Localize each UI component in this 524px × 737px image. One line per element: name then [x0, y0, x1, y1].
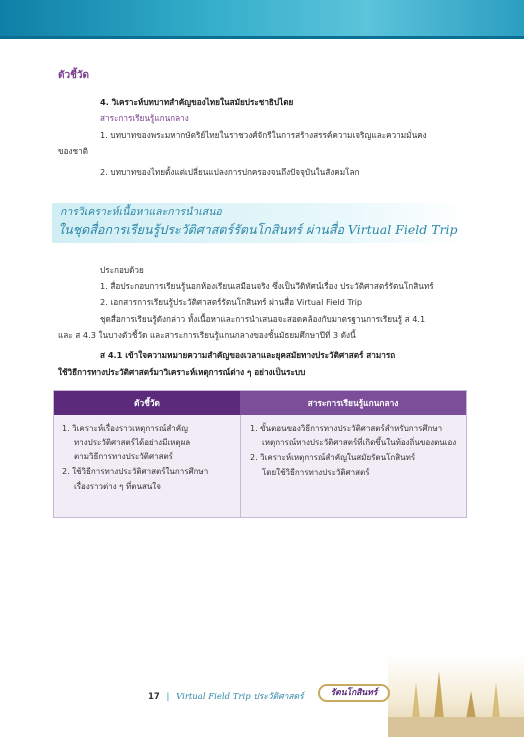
- table-cell-left-1-line3: ตามวิธีการทางประวัติศาสตร์: [74, 452, 173, 461]
- indicator-item-4: 4. วิเคราะห์บทบาทสำคัญของไทยในสมัยประชาธิปไตย: [100, 97, 294, 107]
- banner-title-line1: การวิเคราะห์เนื้อหาและการนำเสนอ: [60, 206, 222, 218]
- temple-spire-right: [466, 691, 476, 719]
- core-item-2: 2. บทบาทของไทยตั้งแต่เปลี่ยนแปลงการปกครองจนถึงปัจจุบันในสังคมโลก: [100, 167, 360, 177]
- table-cell-left-2-line1: 2. ใช้วิธีการทางประวัติศาสตร์ในการศึกษา: [62, 467, 209, 476]
- footer-separator: |: [166, 692, 170, 702]
- table-cell-left-2-line2: เรื่องราวต่าง ๆ ที่ตนสนใจ: [74, 482, 161, 491]
- body-paragraph-line2: และ ส 4.3 ในบางตัวชี้วัด และสาระการเรียนรู้แกนกลางของชั้นมัธยมศึกษาปีที่ 3 ดังนี้: [58, 330, 356, 340]
- table-cell-right-2-line2: โดยใช้วิธีการทางประวัติศาสตร์: [262, 468, 370, 477]
- table-cell-right-2-line1: 2. วิเคราะห์เหตุการณ์สำคัญในสมัยรัตนโกสินทร์: [250, 453, 416, 462]
- indicator-table: [53, 390, 467, 518]
- core-item-1-line1: 1. บทบาทของพระมหากษัตริย์ไทยในราชวงศ์จักรีในการสร้างสรรค์ความเจริญและความมั่นคง: [100, 130, 427, 140]
- table-header-core-content: สาระการเรียนรู้แกนกลาง: [240, 391, 466, 415]
- header-band: [0, 0, 524, 36]
- core-content-title: สาระการเรียนรู้แกนกลาง: [100, 113, 189, 123]
- page-number: 17: [148, 692, 160, 702]
- footer-caption: [148, 689, 304, 703]
- standard-line2: ใช้วิธีการทางประวัติศาสตร์มาวิเคราะห์เหตุการณ์ต่าง ๆ อย่างเป็นระบบ: [58, 367, 306, 377]
- banner-title-line2: ในชุดสื่อการเรียนรู้ประวัติศาสตร์รัตนโกสินทร์ ผ่านสื่อ Virtual Field Trip: [58, 222, 458, 237]
- body-item-1: 1. สื่อประกอบการเรียนรู้นอกห้องเรียนเสมือนจริง ซึ่งเป็นวีดิทัศน์เรื่อง ประวัติศาสตร์รัตนโกสินทร์: [100, 281, 434, 291]
- table-cell-left-1-line2: ทางประวัติศาสตร์ได้อย่างมีเหตุผล: [74, 438, 191, 447]
- temple-spire-left: [412, 683, 420, 719]
- body-paragraph-line1: ชุดสื่อการเรียนรู้ดังกล่าว ทั้งเนื้อหาและการนำเสนอจะสอดคล้องกับมาตรฐานการเรียนรู้ ส 4.1: [100, 314, 426, 324]
- footer-caption-text: Virtual Field Trip ประวัติศาสตร์: [176, 692, 304, 702]
- standard-line1: ส 4.1 เข้าใจความหมายความสำคัญของเวลาและยุคสมัยทางประวัติศาสตร์ สามารถ: [100, 350, 396, 360]
- core-item-1-line2: ของชาติ: [58, 146, 88, 156]
- temple-illustration: [388, 655, 524, 737]
- footer-badge: รัตนโกสินทร์: [318, 684, 390, 702]
- header-stripe: [0, 36, 524, 39]
- table-cell-right-1-line2: เหตุการณ์ทางประวัติศาสตร์ที่เกิดขึ้นในท้องถิ่นของตนเอง: [262, 438, 457, 447]
- body-intro: ประกอบด้วย: [100, 265, 144, 275]
- table-header-indicator: ตัวชี้วัด: [54, 391, 240, 415]
- table-header-row: [54, 391, 466, 415]
- table-cell-right-1-line1: 1. ขั้นตอนของวิธีการทางประวัติศาสตร์สำหรับการศึกษา: [250, 424, 443, 433]
- temple-spire-main: [434, 671, 444, 719]
- indicator-title: ตัวชี้วัด: [58, 70, 90, 81]
- table-cell-left-1-line1: 1. วิเคราะห์เรื่องราวเหตุการณ์สำคัญ: [62, 424, 188, 433]
- temple-base: [388, 717, 524, 737]
- table-column-divider: [240, 415, 241, 517]
- temple-spire-far-right: [492, 683, 500, 719]
- body-item-2: 2. เอกสารการเรียนรู้ประวัติศาสตร์รัตนโกสินทร์ ผ่านสื่อ Virtual Field Trip: [100, 297, 363, 307]
